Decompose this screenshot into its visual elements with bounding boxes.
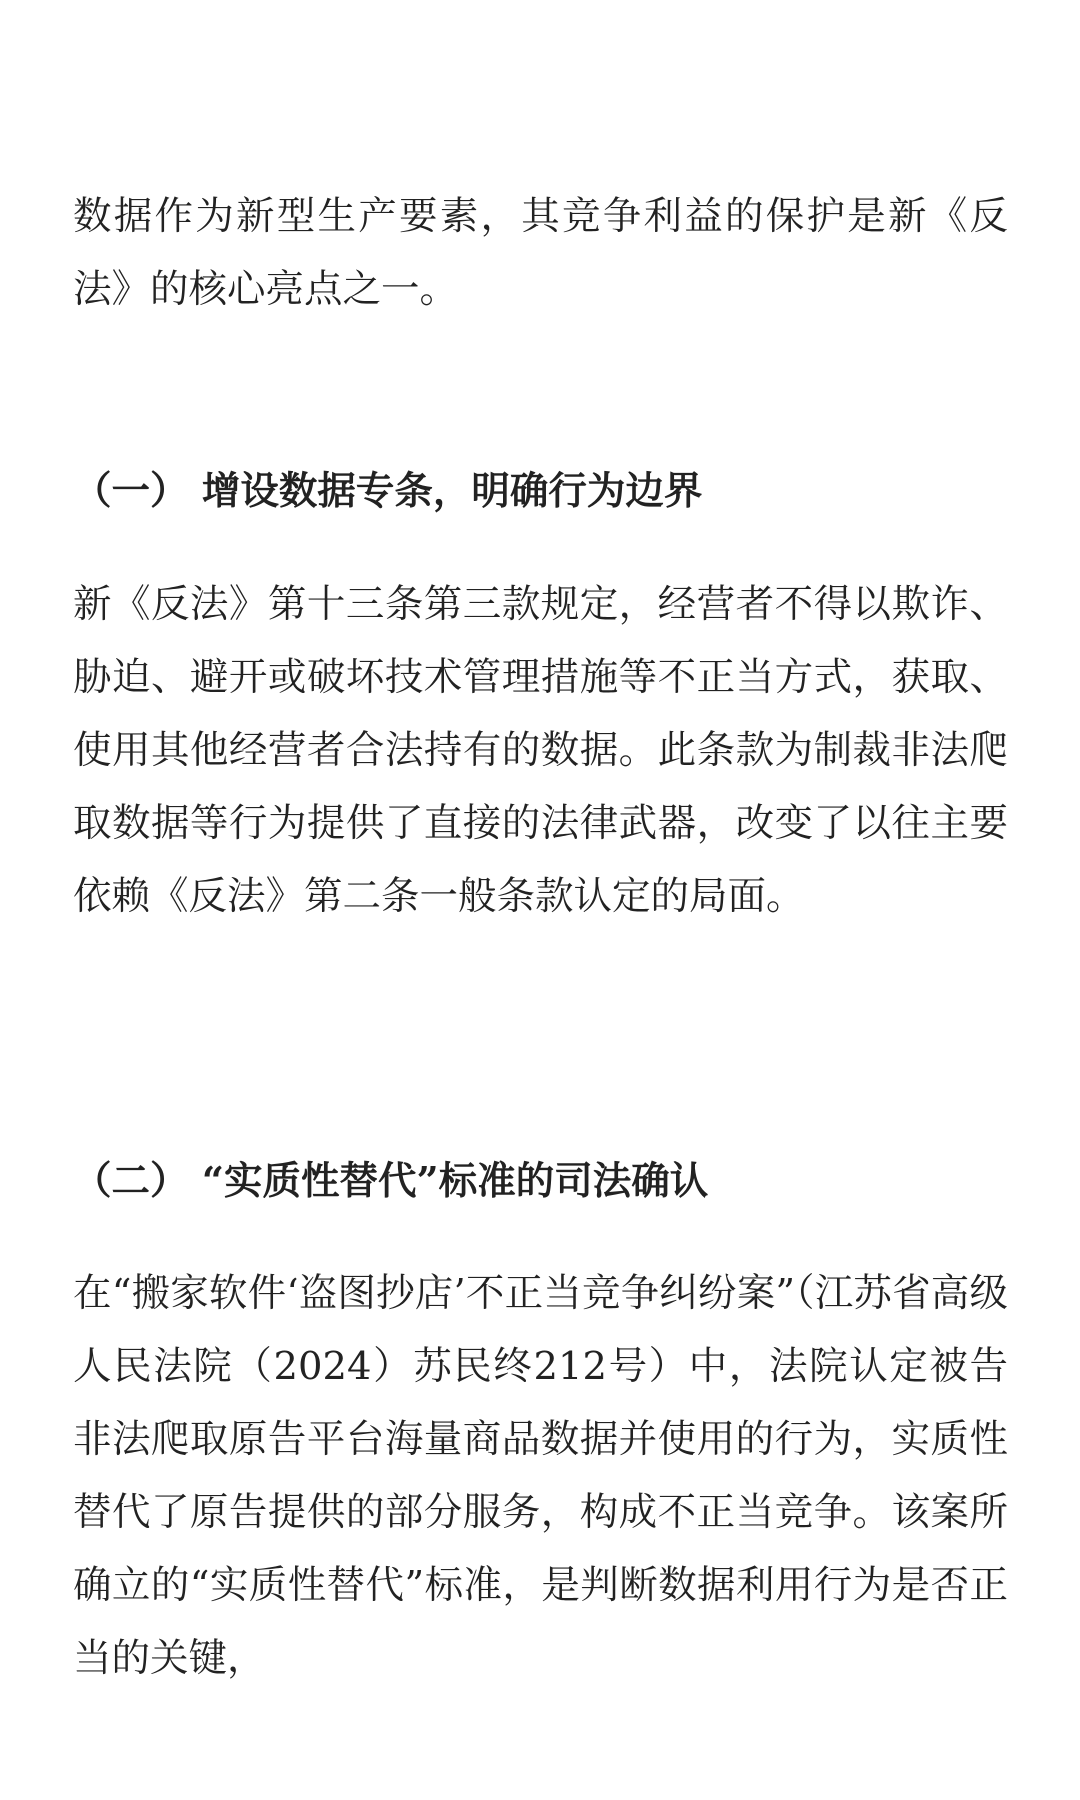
section-paragraph-data-clause: 新《反法》第十三条第三款规定，经营者不得以欺诈、胁迫、避开或破坏技术管理措施等不正当方式，获取、使用其他经营者合法持有的数据。此条款为制裁非法爬取数据等行为提供了直接的法律武器，改变了以往主要依赖《反法》第二条一般条款认定的局面。 bbox=[73, 582, 1008, 919]
section-heading-substantial-substitution: （二） “实质性替代”标准的司法确认 bbox=[73, 1159, 709, 1204]
intro-paragraph: 数据作为新型生产要素，其竞争利益的保护是新《反法》的核心亮点之一。 bbox=[73, 194, 1008, 312]
section-heading-data-clause: （一） 增设数据专条，明确行为边界 bbox=[73, 469, 703, 514]
section-paragraph-substantial-substitution: 在“搬家软件‘盗图抄店’不正当竞争纠纷案”（江苏省高级人民法院（2024）苏民终212号）中，法院认定被告非法爬取原告平台海量商品数据并使用的行为，实质性替代了原告提供的部分服务，构成不正当竞争。该案所确立的“实质性替代”标准，是判断数据利用行为是否正当的关键， bbox=[73, 1271, 1008, 1681]
